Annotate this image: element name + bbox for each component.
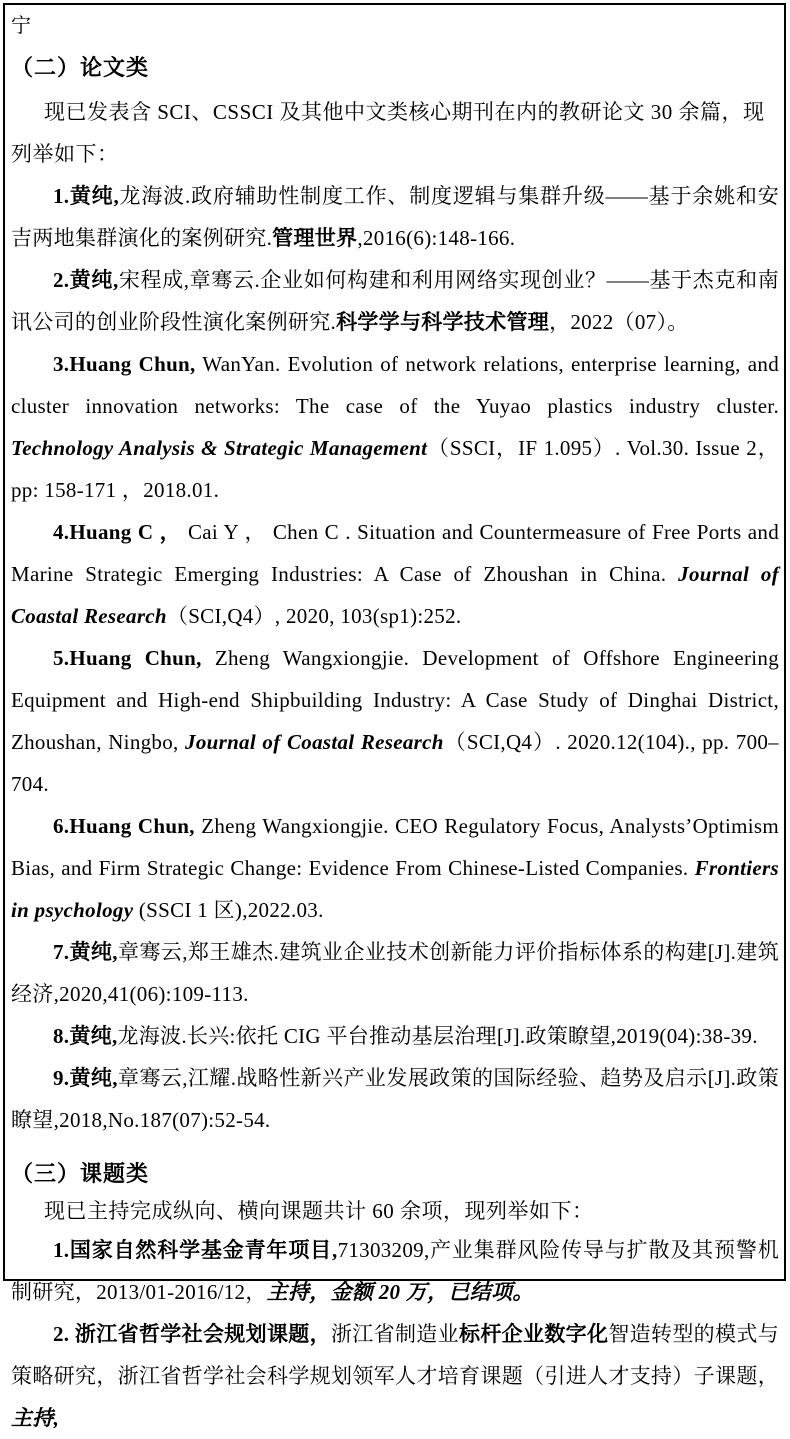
text-segment: 龙海波.长兴:依托 CIG 平台推动基层治理[J].政策瞭望,2019(04):38-39. xyxy=(117,1024,758,1048)
text-segment: Cai Y ， Chen C . Situation and Countermeasure of Free Ports and Marine Strategic Emerging Industries: A Case of Zhoushan in China. xyxy=(11,520,779,586)
text-segment: 1.黄纯, xyxy=(53,184,120,208)
text-segment: WanYan. Evolution of network relations, enterprise learning, and cluster innovation networks: The case of the Yuyao plastics industry cluster. xyxy=(11,352,780,418)
paper-item-7 xyxy=(11,931,779,1015)
text-segment: Journal of Coastal Research xyxy=(185,730,444,754)
text-segment: 1.国家自然科学基金青年项目, xyxy=(53,1238,338,1262)
text-segment: 主持，金额 20 万，已结项。 xyxy=(266,1280,534,1304)
paper-item-4 xyxy=(11,511,779,637)
text-segment: 智造转型的模式与策略研究，浙江省哲学社会科学规划领军人才培育课题（引进人才支持）子课题， xyxy=(11,1322,779,1388)
text-segment: 5.Huang Chun, xyxy=(53,646,202,670)
paper-item-5 xyxy=(11,637,779,805)
text-segment: （SCI,Q4）. 2020.12(104)., pp. 700–704. xyxy=(11,730,779,796)
text-segment: （SCI,Q4）, 2020, 103(sp1):252. xyxy=(166,604,462,628)
text-segment: ，2022（07）。 xyxy=(549,310,689,334)
text-segment: 宋程成,章骞云.企业如何构建和利用网络实现创业？——基于杰克和南讯公司的创业阶段性演化案例研究. xyxy=(11,268,779,334)
text-segment: 6.Huang Chun, xyxy=(53,814,195,838)
text-segment: 8.黄纯, xyxy=(53,1024,118,1048)
text-segment: 龙海波.政府辅助性制度工作、制度逻辑与集群升级——基于余姚和安吉两地集群演化的案例研究. xyxy=(11,184,779,250)
text-segment: Zheng Wangxiongjie. CEO Regulatory Focus, Analysts’Optimism Bias, and Firm Strategic Change: Evidence From Chinese-Listed Companies. xyxy=(11,814,779,880)
page-overflow-text: 宁 xyxy=(11,15,31,37)
text-segment: 章骞云,江耀.战略性新兴产业发展政策的国际经验、趋势及启示[J].政策瞭望,2018,No.187(07):52-54. xyxy=(11,1066,780,1132)
text-segment: 71303209,产业集群风险传导与扩散及其预警机制研究，2013/01-2016/12， xyxy=(11,1238,780,1304)
project-item-1 xyxy=(11,1229,779,1313)
projects-section-intro: 现已主持完成纵向、横向课题共计 60 余项，现列举如下： xyxy=(44,1199,594,1223)
paper-item-2 xyxy=(11,259,779,343)
text-segment: 章骞云,郑王雄杰.建筑业企业技术创新能力评价指标体系的构建[J].建筑经济,2020,41(06):109-113. xyxy=(11,940,780,1006)
text-segment: 2.黄纯, xyxy=(53,268,119,292)
paper-item-8 xyxy=(11,1015,779,1057)
paper-item-6 xyxy=(11,805,779,931)
text-segment: 4.Huang C ， xyxy=(53,520,182,544)
document-page xyxy=(3,3,786,1430)
text-segment: Technology Analysis & Strategic Management xyxy=(11,436,428,460)
paper-item-1 xyxy=(11,175,779,259)
project-item-2 xyxy=(11,1313,779,1439)
paper-item-3 xyxy=(11,343,779,511)
papers-section-heading: （二）论文类 xyxy=(11,55,150,80)
text-segment: 9.黄纯, xyxy=(53,1066,118,1090)
text-segment: 浙江省制造业 xyxy=(330,1322,459,1346)
text-segment: Zheng Wangxiongjie. Development of Offshore Engineering Equipment and High-end Shipbuilding Industry: A Case Study of Dinghai District, Zhoushan, Ningbo, xyxy=(11,646,779,754)
text-segment: 3.Huang Chun, xyxy=(53,352,196,376)
text-segment: Journal of Coastal Research xyxy=(11,562,779,628)
text-segment: ,2016(6):148-166. xyxy=(357,226,516,250)
text-segment: 科学学与科学技术管理 xyxy=(336,310,550,334)
text-segment: Frontiers in psychology xyxy=(11,856,779,922)
text-segment: 管理世界 xyxy=(272,226,358,250)
text-segment: （SSCI，IF 1.095）. Vol.30. Issue 2， pp: 158-171 ，2018.01. xyxy=(11,436,779,502)
text-segment: (SSCI 1 区),2022.03. xyxy=(133,898,324,922)
text-segment: 2. 浙江省哲学社会规划课题， xyxy=(53,1322,331,1346)
papers-section-intro: 现已发表含 SCI、CSSCI 及其他中文类核心期刊在内的教研论文 30 余篇，现列举如下： xyxy=(11,100,765,166)
text-segment: 主持, xyxy=(11,1406,60,1430)
paper-item-9 xyxy=(11,1057,779,1141)
text-segment: 标杆企业数字化 xyxy=(458,1322,609,1346)
projects-section-heading: （三）课题类 xyxy=(11,1161,150,1186)
text-segment: 7.黄纯, xyxy=(53,940,118,964)
